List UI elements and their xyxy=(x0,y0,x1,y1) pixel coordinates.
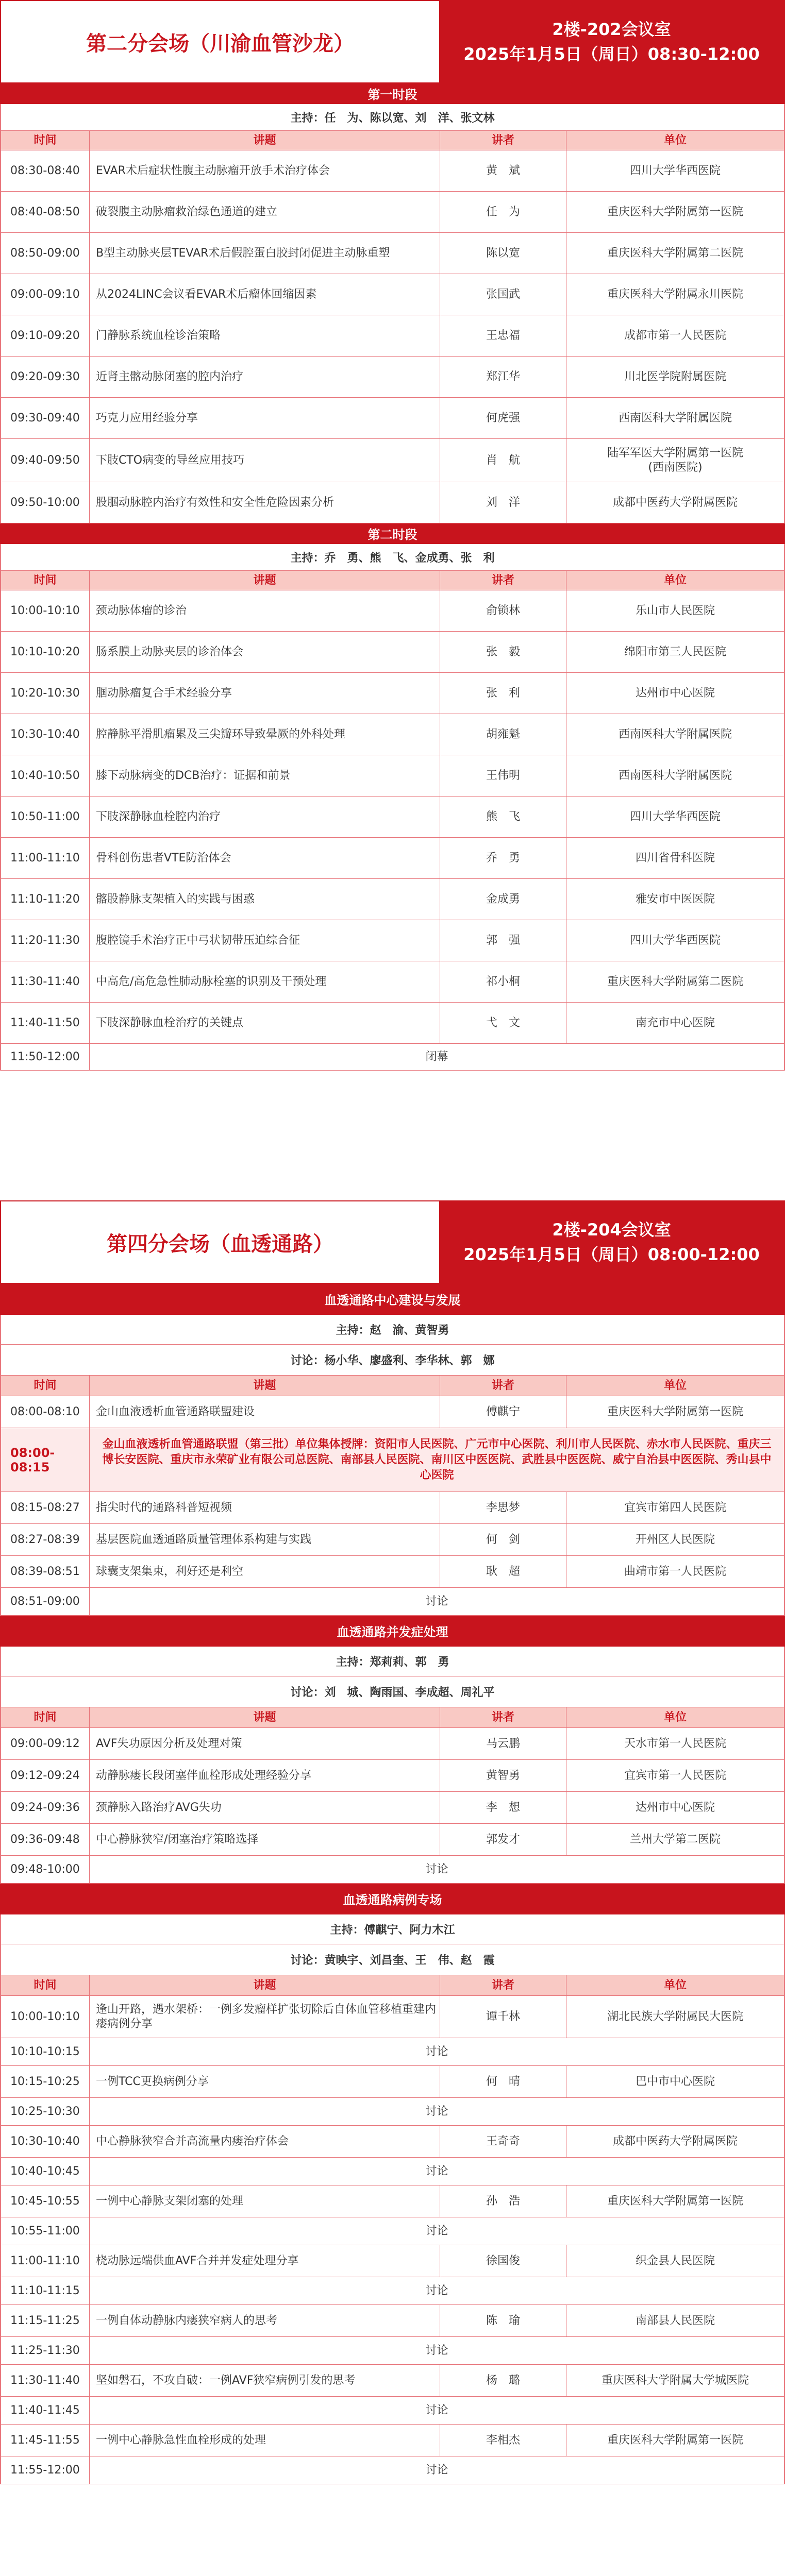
speaker-cell: 弋 文 xyxy=(440,1003,566,1043)
time-cell: 09:00-09:10 xyxy=(1,274,90,315)
topic-cell: 动静脉瘘长段闭塞伴血栓形成处理经验分享 xyxy=(90,1760,440,1791)
topic-cell: 颈静脉入路治疗AVG失功 xyxy=(90,1792,440,1823)
discussion-row xyxy=(0,2217,785,2245)
unit-cell: 陆军军医大学附属第一医院 (西南医院) xyxy=(607,446,743,474)
discussion-row xyxy=(0,2337,785,2365)
time-cell: 11:40-11:50 xyxy=(1,1003,90,1043)
speaker-col-header: 讲者 xyxy=(440,1707,566,1727)
discussion-label: 讨论 xyxy=(425,2344,448,2357)
table-row xyxy=(0,192,785,233)
table-row xyxy=(0,755,785,796)
speaker-col-header: 讲者 xyxy=(440,1975,566,1995)
unit-cell: 西南医科大学附属医院 xyxy=(618,411,732,425)
topic-cell: 指尖时代的通路科普短视频 xyxy=(90,1492,440,1523)
table-header-row xyxy=(0,571,785,590)
discussion-row xyxy=(0,2098,785,2126)
unit-cell: 雅安市中医医院 xyxy=(635,892,715,906)
discussion-row xyxy=(0,2277,785,2305)
speaker-cell: 李思梦 xyxy=(440,1492,566,1523)
table-row xyxy=(0,1492,785,1524)
speaker-cell: 何 晴 xyxy=(440,2066,566,2097)
table-row xyxy=(0,233,785,274)
speaker-col-header: 讲者 xyxy=(440,131,566,150)
table-header-row xyxy=(0,1707,785,1728)
time-col-header: 时间 xyxy=(1,1376,90,1396)
topic-cell: 骨科创伤患者VTE防治体会 xyxy=(90,838,440,878)
unit-cell: 川北医学院附属医院 xyxy=(624,370,726,383)
session-date: 2025年1月5日（周日）08:30-12:00 xyxy=(463,44,760,64)
unit-cell: 成都中医药大学附属医院 xyxy=(612,2134,738,2148)
ceremony-text: 金山血液透析血管通路联盟（第三批）单位集体授牌：资阳市人民医院、广元市中心医院、利川市人民医院、赤水市人民医院、重庆三博长安医院、重庆市永荣矿业有限公司总医院、南部县人民医院、南川区中医医院、武胜县中医医院、威宁自治县中医医院、秀山县中心医院 xyxy=(102,1437,772,1482)
time-cell: 10:55-11:00 xyxy=(1,2217,90,2245)
discussion-label: 讨论 xyxy=(425,2403,448,2417)
speaker-cell: 李相杰 xyxy=(440,2425,566,2456)
topic-cell: 膝下动脉病变的DCB治疗：证据和前景 xyxy=(90,755,440,796)
unit-cell: 重庆医科大学附属第二医院 xyxy=(607,246,743,260)
unit-cell: 成都市第一人民医院 xyxy=(624,329,726,342)
time-cell: 11:15-11:25 xyxy=(1,2305,90,2336)
unit-cell: 织金县人民医院 xyxy=(635,2254,715,2267)
discussant-line-text: 讨论：杨小华、廖盛利、李华林、郭 娜 xyxy=(290,1354,495,1367)
unit-cell: 巴中市中心医院 xyxy=(635,2075,715,2088)
discussion-row xyxy=(0,1044,785,1071)
time-cell: 10:10-10:20 xyxy=(1,632,90,672)
time-cell: 08:51-09:00 xyxy=(1,1588,90,1615)
unit-cell: 南部县人民医院 xyxy=(635,2314,715,2327)
time-cell: 11:00-11:10 xyxy=(1,838,90,878)
unit-cell: 绵阳市第三人民医院 xyxy=(624,645,726,658)
topic-cell: 中心静脉狭窄合并高流量内瘘治疗体会 xyxy=(90,2126,440,2157)
chair-line xyxy=(0,104,785,131)
discussant-line xyxy=(0,1676,785,1707)
time-cell: 09:40-09:50 xyxy=(1,439,90,482)
discussion-row xyxy=(0,1588,785,1616)
session-info xyxy=(439,1201,784,1283)
time-cell: 09:24-09:36 xyxy=(1,1792,90,1823)
topic-col-header: 讲题 xyxy=(90,1975,440,1995)
chair-line-text: 主持：赵 渝、黄智勇 xyxy=(336,1324,449,1337)
speaker-cell: 乔 勇 xyxy=(440,838,566,878)
time-cell: 10:10-10:15 xyxy=(1,2038,90,2065)
time-cell: 10:20-10:30 xyxy=(1,673,90,714)
unit-col-header: 单位 xyxy=(663,1379,687,1392)
session-header xyxy=(0,0,785,83)
speaker-cell: 任 为 xyxy=(440,192,566,232)
speaker-cell: 肖 航 xyxy=(440,439,566,482)
topic-cell: 股腘动脉腔内治疗有效性和安全性危险因素分析 xyxy=(90,482,440,523)
unit-col-header: 单位 xyxy=(663,573,687,587)
topic-cell: 近肾主髂动脉闭塞的腔内治疗 xyxy=(90,357,440,397)
unit-cell: 达州市中心医院 xyxy=(635,686,715,700)
table-row xyxy=(0,590,785,632)
speaker-cell: 张国武 xyxy=(440,274,566,315)
discussion-row xyxy=(0,2456,785,2484)
unit-cell: 成都中医药大学附属医院 xyxy=(612,496,738,509)
time-cell: 10:25-10:30 xyxy=(1,2098,90,2125)
topic-cell: 一例中心静脉支架闭塞的处理 xyxy=(90,2185,440,2217)
discussion-label: 讨论 xyxy=(425,1862,448,1876)
table-row xyxy=(0,2365,785,2397)
session-date: 2025年1月5日（周日）08:00-12:00 xyxy=(463,1245,760,1264)
time-col-header: 时间 xyxy=(1,571,90,590)
block-title-bar xyxy=(0,1884,785,1914)
speaker-cell: 傅麒宁 xyxy=(440,1396,566,1428)
topic-cell: 一例TCC更换病例分享 xyxy=(90,2066,440,2097)
chair-line xyxy=(0,1647,785,1676)
time-cell: 08:50-09:00 xyxy=(1,233,90,274)
unit-cell: 四川省骨科医院 xyxy=(635,851,715,865)
time-col-header: 时间 xyxy=(1,131,90,150)
discussant-line xyxy=(0,1345,785,1376)
speaker-cell: 何 剑 xyxy=(440,1524,566,1555)
block-title: 血透通路病例专场 xyxy=(343,1893,442,1907)
table-row xyxy=(0,1728,785,1760)
time-cell: 08:30-08:40 xyxy=(1,150,90,191)
table-row xyxy=(0,1996,785,2038)
session-header xyxy=(0,1200,785,1284)
speaker-cell: 张 利 xyxy=(440,673,566,714)
topic-cell: 肠系膜上动脉夹层的诊治体会 xyxy=(90,632,440,672)
unit-cell: 四川大学华西医院 xyxy=(629,164,721,177)
time-cell: 10:30-10:40 xyxy=(1,2126,90,2157)
table-row xyxy=(0,1760,785,1792)
speaker-cell: 何虎强 xyxy=(440,398,566,438)
table-row xyxy=(0,1003,785,1044)
table-row xyxy=(0,2425,785,2456)
speaker-cell: 王奇奇 xyxy=(440,2126,566,2157)
speaker-cell: 黄 斌 xyxy=(440,150,566,191)
topic-cell: 一例自体动静脉内瘘狭窄病人的思考 xyxy=(90,2305,440,2336)
time-col-header: 时间 xyxy=(1,1975,90,1995)
topic-col-header: 讲题 xyxy=(90,131,440,150)
discussion-label: 讨论 xyxy=(425,2284,448,2297)
session-4-table xyxy=(0,1284,785,2484)
table-row xyxy=(0,315,785,357)
time-cell: 09:00-09:12 xyxy=(1,1728,90,1759)
table-row xyxy=(0,1792,785,1824)
topic-cell: 破裂腹主动脉瘤救治绿色通道的建立 xyxy=(90,192,440,232)
topic-cell: 中高危/高危急性肺动脉栓塞的识别及干预处理 xyxy=(90,961,440,1002)
topic-cell: 中心静脉狭窄/闭塞治疗策略选择 xyxy=(90,1824,440,1855)
speaker-cell: 刘 洋 xyxy=(440,482,566,523)
discussion-label: 讨论 xyxy=(425,1595,448,1608)
venue: 2楼-202会议室 xyxy=(552,20,671,39)
speaker-cell: 胡雍魁 xyxy=(440,714,566,755)
table-row xyxy=(0,879,785,920)
unit-col-header: 单位 xyxy=(663,1978,687,1992)
speaker-cell: 陈 瑜 xyxy=(440,2305,566,2336)
block-title: 第二时段 xyxy=(368,528,417,542)
topic-col-header: 讲题 xyxy=(90,1376,440,1396)
block-title: 血透通路中心建设与发展 xyxy=(324,1293,461,1308)
unit-cell: 重庆医科大学附属第一医院 xyxy=(607,2194,743,2208)
time-cell: 11:20-11:30 xyxy=(1,920,90,961)
topic-cell: 一例中心静脉急性血栓形成的处理 xyxy=(90,2425,440,2456)
unit-cell: 重庆医科大学附属第一医院 xyxy=(607,205,743,218)
time-cell: 11:30-11:40 xyxy=(1,961,90,1002)
unit-cell: 重庆医科大学附属第二医院 xyxy=(607,975,743,988)
chair-line-text: 主持：乔 勇、熊 飞、金成勇、张 利 xyxy=(290,552,495,565)
discussion-label: 讨论 xyxy=(425,2224,448,2238)
time-cell: 10:40-10:50 xyxy=(1,755,90,796)
topic-cell: 下肢深静脉血栓治疗的关键点 xyxy=(90,1003,440,1043)
venue: 2楼-204会议室 xyxy=(552,1220,671,1240)
time-cell: 10:00-10:10 xyxy=(1,1996,90,2038)
topic-cell: AVF失功原因分析及处理对策 xyxy=(90,1728,440,1759)
speaker-cell: 黄智勇 xyxy=(440,1760,566,1791)
discussion-label: 讨论 xyxy=(425,2463,448,2477)
table-header-row xyxy=(0,1376,785,1396)
unit-cell: 宜宾市第一人民医院 xyxy=(624,1769,726,1782)
table-row xyxy=(0,1556,785,1588)
speaker-cell: 张 毅 xyxy=(440,632,566,672)
discussion-row xyxy=(0,2397,785,2425)
session-2-block xyxy=(0,0,785,1071)
speaker-cell: 徐国俊 xyxy=(440,2245,566,2277)
topic-cell: 腘动脉瘤复合手术经验分享 xyxy=(90,673,440,714)
speaker-cell: 祁小桐 xyxy=(440,961,566,1002)
unit-cell: 西南医科大学附属医院 xyxy=(618,727,732,741)
unit-cell: 四川大学华西医院 xyxy=(629,810,721,823)
discussion-label: 讨论 xyxy=(425,2045,448,2058)
table-row xyxy=(0,2185,785,2217)
time-cell: 11:45-11:55 xyxy=(1,2425,90,2456)
chair-line xyxy=(0,1914,785,1944)
unit-cell: 曲靖市第一人民医院 xyxy=(624,1565,726,1578)
topic-cell: 颈动脉体瘤的诊治 xyxy=(90,590,440,631)
award-ceremony-row xyxy=(0,1428,785,1492)
topic-cell: B型主动脉夹层TEVAR术后假腔蛋白胶封闭促进主动脉重塑 xyxy=(90,233,440,274)
topic-cell: 门静脉系统血栓诊治策略 xyxy=(90,315,440,356)
speaker-cell: 谭千林 xyxy=(440,1996,566,2038)
block-title-bar xyxy=(0,83,785,104)
table-row xyxy=(0,1824,785,1856)
speaker-cell: 熊 飞 xyxy=(440,796,566,837)
speaker-cell: 马云鹏 xyxy=(440,1728,566,1759)
time-cell: 09:20-09:30 xyxy=(1,357,90,397)
speaker-cell: 郑江华 xyxy=(440,357,566,397)
topic-cell: 腹腔镜手术治疗正中弓状韧带压迫综合征 xyxy=(90,920,440,961)
session-4-block xyxy=(0,1200,785,2484)
table-header-row xyxy=(0,1975,785,1996)
speaker-cell: 孙 浩 xyxy=(440,2185,566,2217)
time-cell: 09:12-09:24 xyxy=(1,1760,90,1791)
chair-line-text: 主持：郑莉莉、郭 勇 xyxy=(336,1656,449,1669)
time-cell: 10:40-10:45 xyxy=(1,2158,90,2185)
block-title-bar xyxy=(0,1284,785,1315)
unit-cell: 兰州大学第二医院 xyxy=(629,1833,721,1846)
session-title: 第四分会场（血透通路） xyxy=(1,1201,439,1283)
block-title-bar xyxy=(0,523,785,544)
table-header-row xyxy=(0,131,785,150)
speaker-cell: 陈以宽 xyxy=(440,233,566,274)
time-cell: 09:30-09:40 xyxy=(1,398,90,438)
table-row xyxy=(0,632,785,673)
unit-cell: 重庆医科大学附属大学城医院 xyxy=(601,2374,749,2387)
time-cell: 11:30-11:40 xyxy=(1,2365,90,2396)
discussion-row xyxy=(0,1856,785,1884)
discussant-line xyxy=(0,1944,785,1975)
discussant-line-text: 讨论：黄映宇、刘昌奎、王 伟、赵 霞 xyxy=(290,1954,495,1967)
speaker-cell: 郭发才 xyxy=(440,1824,566,1855)
time-cell: 10:50-11:00 xyxy=(1,796,90,837)
unit-cell: 重庆医科大学附属第一医院 xyxy=(607,2433,743,2447)
topic-cell: EVAR术后症状性腹主动脉瘤开放手术治疗体会 xyxy=(90,150,440,191)
table-row xyxy=(0,439,785,482)
table-row xyxy=(0,2245,785,2277)
time-cell: 09:50-10:00 xyxy=(1,482,90,523)
table-row xyxy=(0,796,785,838)
unit-cell: 重庆医科大学附属永川医院 xyxy=(607,287,743,301)
topic-cell: 基层医院血透通路质量管理体系构建与实践 xyxy=(90,1524,440,1555)
topic-cell: 从2024LINC会议看EVAR术后瘤体回缩因素 xyxy=(90,274,440,315)
discussion-label: 闭幕 xyxy=(425,1050,448,1063)
time-cell: 11:10-11:20 xyxy=(1,879,90,920)
time-cell: 08:00-08:15 xyxy=(1,1428,90,1492)
speaker-cell: 李 想 xyxy=(440,1792,566,1823)
unit-col-header: 单位 xyxy=(663,133,687,147)
time-cell: 08:40-08:50 xyxy=(1,192,90,232)
block-title-bar xyxy=(0,1616,785,1647)
time-cell: 09:36-09:48 xyxy=(1,1824,90,1855)
speaker-cell: 王忠福 xyxy=(440,315,566,356)
time-cell: 10:15-10:25 xyxy=(1,2066,90,2097)
speaker-cell: 郭 强 xyxy=(440,920,566,961)
unit-col-header: 单位 xyxy=(663,1710,687,1724)
table-row xyxy=(0,2126,785,2158)
speaker-cell: 王伟明 xyxy=(440,755,566,796)
topic-col-header: 讲题 xyxy=(90,1707,440,1727)
table-row xyxy=(0,482,785,523)
table-row xyxy=(0,1396,785,1428)
session-info xyxy=(439,1,784,82)
unit-cell: 重庆医科大学附属第一医院 xyxy=(607,1405,743,1418)
discussion-label: 讨论 xyxy=(425,2164,448,2178)
session-title: 第二分会场（川渝血管沙龙） xyxy=(1,1,439,82)
unit-cell: 天水市第一人民医院 xyxy=(624,1737,726,1750)
block-title: 血透通路并发症处理 xyxy=(337,1625,448,1639)
table-row xyxy=(0,961,785,1003)
time-cell: 11:50-12:00 xyxy=(1,1044,90,1070)
chair-line xyxy=(0,1315,785,1345)
topic-cell: 巧克力应用经验分享 xyxy=(90,398,440,438)
topic-cell: 髂股静脉支架植入的实践与困惑 xyxy=(90,879,440,920)
time-cell: 08:15-08:27 xyxy=(1,1492,90,1523)
unit-cell: 开州区人民医院 xyxy=(635,1533,715,1546)
unit-cell: 宜宾市第四人民医院 xyxy=(624,1501,726,1514)
discussion-label: 讨论 xyxy=(425,2105,448,2118)
table-row xyxy=(0,398,785,439)
time-cell: 08:27-08:39 xyxy=(1,1524,90,1555)
chair-line-text: 主持：傅麒宁、阿力木江 xyxy=(330,1924,455,1937)
topic-cell: 金山血液透析血管通路联盟建设 xyxy=(90,1396,440,1428)
table-row xyxy=(0,1524,785,1556)
topic-cell: 球囊支架集束，利好还是利空 xyxy=(90,1556,440,1587)
table-row xyxy=(0,357,785,398)
topic-cell: 下肢CTO病变的导丝应用技巧 xyxy=(90,439,440,482)
unit-cell: 湖北民族大学附属民大医院 xyxy=(607,2010,743,2023)
table-row xyxy=(0,838,785,879)
table-row xyxy=(0,274,785,315)
time-cell: 11:55-12:00 xyxy=(1,2456,90,2484)
time-cell: 10:00-10:10 xyxy=(1,590,90,631)
speaker-cell: 金成勇 xyxy=(440,879,566,920)
block-title: 第一时段 xyxy=(368,88,417,102)
unit-cell: 四川大学华西医院 xyxy=(629,934,721,947)
time-col-header: 时间 xyxy=(1,1707,90,1727)
table-row xyxy=(0,150,785,192)
speaker-cell: 俞锁林 xyxy=(440,590,566,631)
unit-cell: 乐山市人民医院 xyxy=(635,604,715,617)
speaker-col-header: 讲者 xyxy=(440,1376,566,1396)
time-cell: 08:00-08:10 xyxy=(1,1396,90,1428)
time-cell: 11:40-11:45 xyxy=(1,2397,90,2424)
time-cell: 08:39-08:51 xyxy=(1,1556,90,1587)
discussion-row xyxy=(0,2158,785,2185)
speaker-cell: 耿 超 xyxy=(440,1556,566,1587)
table-row xyxy=(0,920,785,961)
topic-col-header: 讲题 xyxy=(90,571,440,590)
session-2-table xyxy=(0,83,785,1071)
topic-cell: 腔静脉平滑肌瘤累及三尖瓣环导致晕厥的外科处理 xyxy=(90,714,440,755)
time-cell: 09:48-10:00 xyxy=(1,1856,90,1883)
speaker-col-header: 讲者 xyxy=(440,571,566,590)
table-row xyxy=(0,2066,785,2098)
topic-cell: 下肢深静脉血栓腔内治疗 xyxy=(90,796,440,837)
topic-cell: 坚如磐石，不攻自破：一例AVF狭窄病例引发的思考 xyxy=(90,2365,440,2396)
unit-cell: 西南医科大学附属医院 xyxy=(618,769,732,782)
time-cell: 11:10-11:15 xyxy=(1,2277,90,2304)
unit-cell: 达州市中心医院 xyxy=(635,1801,715,1814)
time-cell: 09:10-09:20 xyxy=(1,315,90,356)
time-cell: 10:45-10:55 xyxy=(1,2185,90,2217)
speaker-cell: 杨 璐 xyxy=(440,2365,566,2396)
table-row xyxy=(0,714,785,755)
table-row xyxy=(0,673,785,714)
chair-line-text: 主持：任 为、陈以宽、刘 洋、张文林 xyxy=(290,112,495,125)
time-cell: 11:25-11:30 xyxy=(1,2337,90,2364)
chair-line xyxy=(0,544,785,571)
discussion-row xyxy=(0,2038,785,2066)
unit-cell: 南充市中心医院 xyxy=(635,1016,715,1029)
table-row xyxy=(0,2305,785,2337)
time-cell: 11:00-11:10 xyxy=(1,2245,90,2277)
discussant-line-text: 讨论：刘 城、陶雨国、李成超、周礼平 xyxy=(290,1686,495,1699)
time-cell: 10:30-10:40 xyxy=(1,714,90,755)
topic-cell: 桡动脉远端供血AVF合并并发症处理分享 xyxy=(90,2245,440,2277)
topic-cell: 逢山开路，遇水架桥：一例多发瘤样扩张切除后自体血管移植重建内瘘病例分享 xyxy=(90,1996,440,2038)
